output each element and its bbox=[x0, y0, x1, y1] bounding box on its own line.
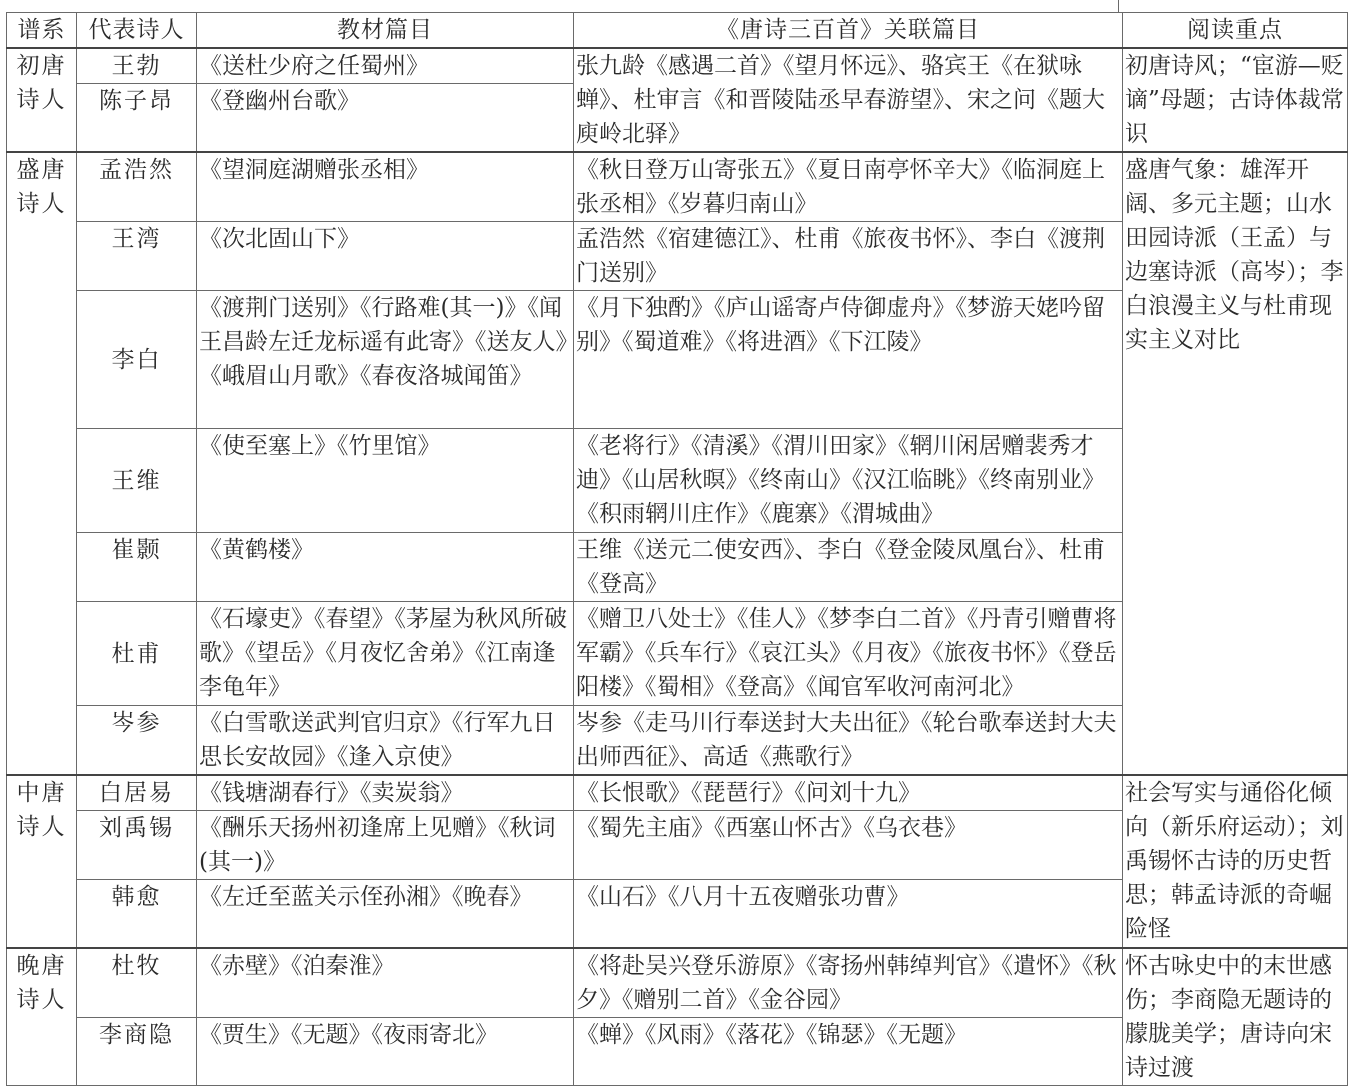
textbook-libai: 《渡荆门送别》《行路难(其一)》《闻王昌龄左迁龙标遥有此寄》《送友人》《峨眉山月歌》《春夜洛城闻笛》 bbox=[197, 291, 574, 429]
poet-lishangyin: 李商隐 bbox=[77, 1017, 197, 1085]
related-liuyuxi: 《蜀先主庙》《西塞山怀古》《乌衣巷》 bbox=[574, 811, 1123, 880]
related-libai: 《月下独酌》《庐山谣寄卢侍御虚舟》《梦游天姥吟留别》《蜀道难》《将进酒》《下江陵》 bbox=[574, 291, 1123, 429]
focus-late: 怀古咏史中的末世感伤；李商隐无题诗的朦胧美学；唐诗向宋诗过渡 bbox=[1123, 948, 1348, 1086]
tang-poetry-reading-table bbox=[6, 12, 1348, 1086]
textbook-menghaoran: 《望洞庭湖赠张丞相》 bbox=[197, 152, 574, 222]
poet-liuyuxi: 刘禹锡 bbox=[77, 811, 197, 880]
textbook-censhen: 《白雪歌送武判官归京》《行军九日思长安故园》《逢入京使》 bbox=[197, 706, 574, 776]
related-baijuyi: 《长恨歌》《琵琶行》《问刘十九》 bbox=[574, 775, 1123, 811]
related-dumu: 《将赴吴兴登乐游原》《寄扬州韩绰判官》《遣怀》《秋夕》《赠别二首》《金谷园》 bbox=[574, 948, 1123, 1018]
poet-censhen: 岑参 bbox=[77, 706, 197, 776]
table-row bbox=[7, 948, 1348, 1018]
table-row bbox=[7, 152, 1348, 222]
header-focus: 阅读重点 bbox=[1123, 13, 1348, 49]
related-hanyu: 《山石》《八月十五夜赠张功曹》 bbox=[574, 880, 1123, 948]
era-mid: 中唐诗人 bbox=[7, 775, 77, 948]
textbook-baijuyi: 《钱塘湖春行》《卖炭翁》 bbox=[197, 775, 574, 811]
textbook-wangwan: 《次北固山下》 bbox=[197, 222, 574, 291]
related-wangwei: 《老将行》《清溪》《渭川田家》《辋川闲居赠裴秀才迪》《山居秋暝》《终南山》《汉江临眺》《终南别业》《积雨辋川庄作》《鹿寨》《渭城曲》 bbox=[574, 429, 1123, 533]
textbook-lishangyin: 《贾生》《无题》《夜雨寄北》 bbox=[197, 1017, 574, 1085]
related-menghaoran: 《秋日登万山寄张五》《夏日南亭怀辛大》《临洞庭上张丞相》《岁暮归南山》 bbox=[574, 152, 1123, 222]
textbook-liuyuxi: 《酬乐天扬州初逢席上见赠》《秋词(其一)》 bbox=[197, 811, 574, 880]
focus-early: 初唐诗风；“宦游—贬谪”母题；古诗体裁常识 bbox=[1123, 48, 1348, 152]
textbook-cuihao: 《黄鹤楼》 bbox=[197, 533, 574, 602]
focus-mid: 社会写实与通俗化倾向（新乐府运动）；刘禹锡怀古诗的历史哲思；韩孟诗派的奇崛险怪 bbox=[1123, 775, 1348, 948]
poet-baijuyi: 白居易 bbox=[77, 775, 197, 811]
poet-hanyu: 韩愈 bbox=[77, 880, 197, 948]
table-row bbox=[7, 775, 1348, 811]
header-row bbox=[7, 13, 1348, 49]
header-textbook: 教材篇目 bbox=[197, 13, 574, 49]
poet-cuihao: 崔颢 bbox=[77, 533, 197, 602]
related-wangwan: 孟浩然《宿建德江》、杜甫《旅夜书怀》、李白《渡荆门送别》 bbox=[574, 222, 1123, 291]
header-poet: 代表诗人 bbox=[77, 13, 197, 49]
poet-dumu: 杜牧 bbox=[77, 948, 197, 1018]
textbook-hanyu: 《左迁至蓝关示侄孙湘》《晚春》 bbox=[197, 880, 574, 948]
poet-wangbo: 王勃 bbox=[77, 48, 197, 84]
textbook-wangbo: 《送杜少府之任蜀州》 bbox=[197, 48, 574, 84]
poet-dufu: 杜甫 bbox=[77, 602, 197, 706]
header-era: 谱系 bbox=[7, 13, 77, 49]
textbook-dumu: 《赤壁》《泊秦淮》 bbox=[197, 948, 574, 1018]
era-early: 初唐诗人 bbox=[7, 48, 77, 152]
poet-libai: 李白 bbox=[77, 291, 197, 429]
header-related: 《唐诗三百首》关联篇目 bbox=[574, 13, 1123, 49]
era-late: 晚唐诗人 bbox=[7, 948, 77, 1086]
top-divider-mark bbox=[1118, 0, 1119, 12]
table-row bbox=[7, 48, 1348, 84]
focus-high: 盛唐气象：雄浑开阔、多元主题；山水田园诗派（王孟）与边塞诗派（高岑）；李白浪漫主义与杜甫现实主义对比 bbox=[1123, 152, 1348, 775]
related-early: 张九龄《感遇二首》《望月怀远》、骆宾王《在狱咏蝉》、杜审言《和晋陵陆丞早春游望》、宋之问《题大庾岭北驿》 bbox=[574, 48, 1123, 152]
era-high: 盛唐诗人 bbox=[7, 152, 77, 775]
poet-menghaoran: 孟浩然 bbox=[77, 152, 197, 222]
textbook-wangwei: 《使至塞上》《竹里馆》 bbox=[197, 429, 574, 533]
textbook-dufu: 《石壕吏》《春望》《茅屋为秋风所破歌》《望岳》《月夜忆舍弟》《江南逢李龟年》 bbox=[197, 602, 574, 706]
poet-wangwei: 王维 bbox=[77, 429, 197, 533]
poet-chenziang: 陈子昂 bbox=[77, 84, 197, 152]
poet-wangwan: 王湾 bbox=[77, 222, 197, 291]
textbook-chenziang: 《登幽州台歌》 bbox=[197, 84, 574, 152]
related-censhen: 岑参《走马川行奉送封大夫出征》《轮台歌奉送封大夫出师西征》、高适《燕歌行》 bbox=[574, 706, 1123, 776]
related-dufu: 《赠卫八处士》《佳人》《梦李白二首》《丹青引赠曹将军霸》《兵车行》《哀江头》《月夜》《旅夜书怀》《登岳阳楼》《蜀相》《登高》《闻官军收河南河北》 bbox=[574, 602, 1123, 706]
related-cuihao: 王维《送元二使安西》、李白《登金陵凤凰台》、杜甫《登高》 bbox=[574, 533, 1123, 602]
related-lishangyin: 《蝉》《风雨》《落花》《锦瑟》《无题》 bbox=[574, 1017, 1123, 1085]
